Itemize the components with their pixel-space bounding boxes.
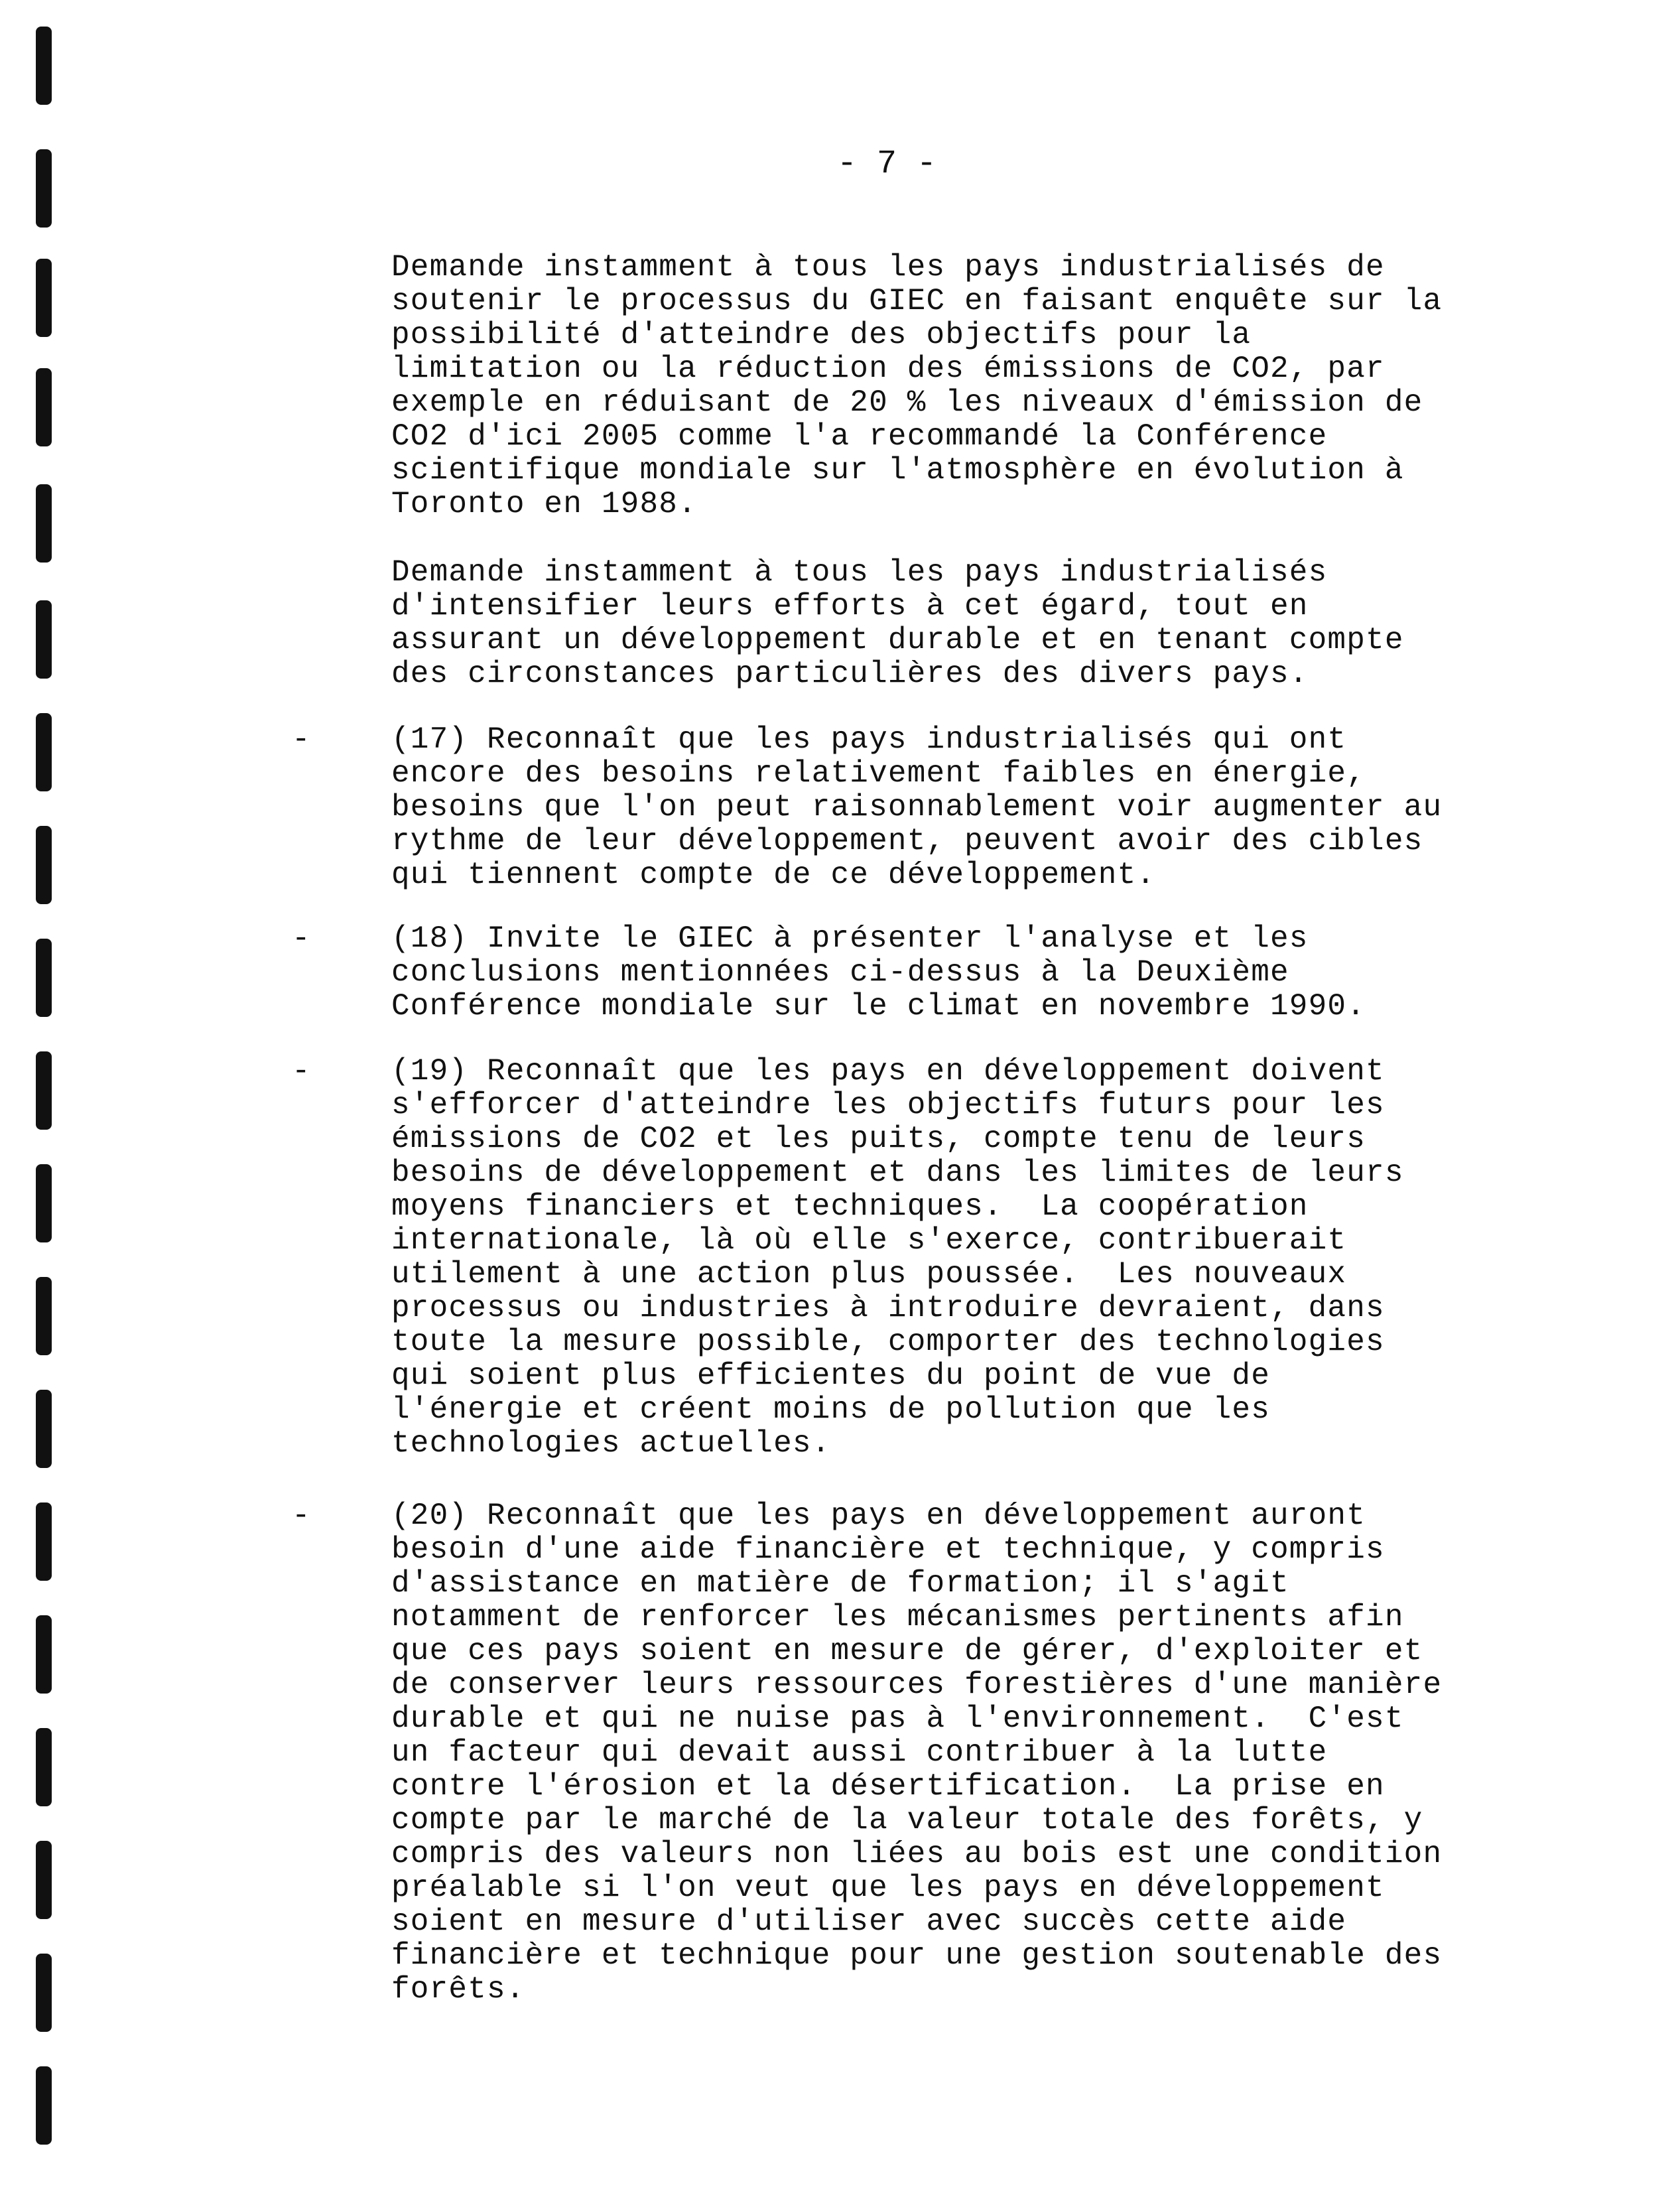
paragraph-line: émissions de CO2 et les puits, compte tenu de leurs (391, 1122, 1366, 1156)
paragraph-line: utilement à une action plus poussée. Les nouveaux (391, 1257, 1347, 1292)
list-dash: - (292, 1054, 310, 1089)
paragraph-line: durable et qui ne nuise pas à l'environnement. C'est (391, 1702, 1404, 1736)
paragraph-line: compris des valeurs non liées au bois est une condition (391, 1837, 1443, 1871)
paragraph (391, 1499, 1651, 2007)
paragraph-line: forêts. (391, 1972, 525, 2007)
paragraph-line: l'énergie et créent moins de pollution que les (391, 1392, 1271, 1427)
paragraph-line: d'assistance en matière de formation; il s'agit (391, 1566, 1289, 1601)
punch-hole (36, 259, 52, 337)
list-dash: - (292, 1499, 310, 1533)
punch-hole (36, 1390, 52, 1468)
paragraph-line: notamment de renforcer les mécanismes pertinents afin (391, 1600, 1404, 1635)
paragraph-line: d'intensifier leurs efforts à cet égard, tout en (391, 589, 1309, 624)
punch-hole (36, 1841, 52, 1919)
paragraph-line: (20) Reconnaît que les pays en développement auront (391, 1499, 1366, 1533)
paragraph-line: qui tiennent compte de ce développement. (391, 858, 1156, 892)
paragraph-line: assurant un développement durable et en tenant compte (391, 623, 1404, 657)
paragraph (391, 251, 1651, 521)
punch-hole (36, 2066, 52, 2145)
punch-hole (36, 1164, 52, 1242)
page-number: - 7 - (837, 145, 937, 183)
list-dash: - (292, 921, 310, 956)
paragraph-line: Demande instamment à tous les pays industrialisés de (391, 250, 1385, 285)
paragraph-line: besoins de développement et dans les limites de leurs (391, 1156, 1404, 1190)
punch-hole (36, 939, 52, 1017)
paragraph-line: technologies actuelles. (391, 1426, 831, 1461)
paragraph (391, 1055, 1651, 1461)
paragraph-line: internationale, là où elle s'exerce, contribuerait (391, 1223, 1347, 1258)
paragraph (391, 723, 1651, 892)
paragraph-line: de conserver leurs ressources forestières d'une manière (391, 1668, 1443, 1702)
paragraph-line: scientifique mondiale sur l'atmosphère en évolution à (391, 453, 1404, 488)
paragraph-line: possibilité d'atteindre des objectifs pour la (391, 318, 1252, 352)
punch-hole (36, 1277, 52, 1355)
paragraph-line: processus ou industries à introduire devraient, dans (391, 1291, 1385, 1325)
paragraph-line: préalable si l'on veut que les pays en développement (391, 1871, 1385, 1905)
paragraph-line: qui soient plus efficientes du point de vue de (391, 1359, 1271, 1393)
punch-hole (36, 1954, 52, 2032)
paragraph-line: rythme de leur développement, peuvent avoir des cibles (391, 824, 1423, 858)
punch-hole (36, 826, 52, 904)
paragraph-line: des circonstances particulières des divers pays. (391, 657, 1309, 691)
paragraph-line: Conférence mondiale sur le climat en novembre 1990. (391, 989, 1366, 1024)
paragraph-line: besoin d'une aide financière et technique, y compris (391, 1532, 1385, 1567)
paragraph-line: (19) Reconnaît que les pays en développement doivent (391, 1054, 1385, 1089)
paragraph-line: financière et technique pour une gestion soutenable des (391, 1938, 1443, 1973)
paragraph-line: toute la mesure possible, comporter des technologies (391, 1325, 1385, 1359)
list-dash: - (292, 722, 310, 757)
paragraph-line: soient en mesure d'utiliser avec succès cette aide (391, 1904, 1347, 1939)
punch-hole (36, 27, 52, 105)
punch-hole (36, 149, 52, 228)
paragraph-line: besoins que l'on peut raisonnablement voir augmenter au (391, 790, 1443, 825)
punch-hole (36, 484, 52, 563)
paragraph-line: (18) Invite le GIEC à présenter l'analyse et les (391, 921, 1309, 956)
paragraph-line: Demande instamment à tous les pays industrialisés (391, 555, 1328, 590)
paragraph-line: contre l'érosion et la désertification. La prise en (391, 1769, 1385, 1804)
paragraph-line: CO2 d'ici 2005 comme l'a recommandé la Conférence (391, 419, 1328, 454)
paragraph-line: limitation ou la réduction des émissions de CO2, par (391, 352, 1385, 386)
paragraph-line: exemple en réduisant de 20 % les niveaux d'émission de (391, 385, 1423, 420)
paragraph-line: conclusions mentionnées ci-dessus à la Deuxième (391, 955, 1289, 990)
punch-hole (36, 1502, 52, 1581)
paragraph-line: Toronto en 1988. (391, 487, 697, 521)
paragraph-line: compte par le marché de la valeur totale des forêts, y (391, 1803, 1423, 1837)
punch-hole (36, 600, 52, 679)
paragraph-line: encore des besoins relativement faibles en énergie, (391, 756, 1366, 791)
punch-hole (36, 368, 52, 446)
punch-hole-strip (0, 0, 60, 2203)
punch-hole (36, 1728, 52, 1806)
paragraph-line: s'efforcer d'atteindre les objectifs futurs pour les (391, 1088, 1385, 1122)
punch-hole (36, 1615, 52, 1694)
paragraph (391, 556, 1651, 691)
punch-hole (36, 713, 52, 791)
paragraph-line: moyens financiers et techniques. La coopération (391, 1189, 1309, 1224)
paragraph (391, 922, 1651, 1024)
paragraph-line: un facteur qui devait aussi contribuer à la lutte (391, 1735, 1328, 1770)
paragraph-line: soutenir le processus du GIEC en faisant enquête sur la (391, 284, 1443, 318)
punch-hole (36, 1051, 52, 1130)
paragraph-line: que ces pays soient en mesure de gérer, d'exploiter et (391, 1634, 1423, 1668)
paragraph-line: (17) Reconnaît que les pays industrialisés qui ont (391, 722, 1347, 757)
